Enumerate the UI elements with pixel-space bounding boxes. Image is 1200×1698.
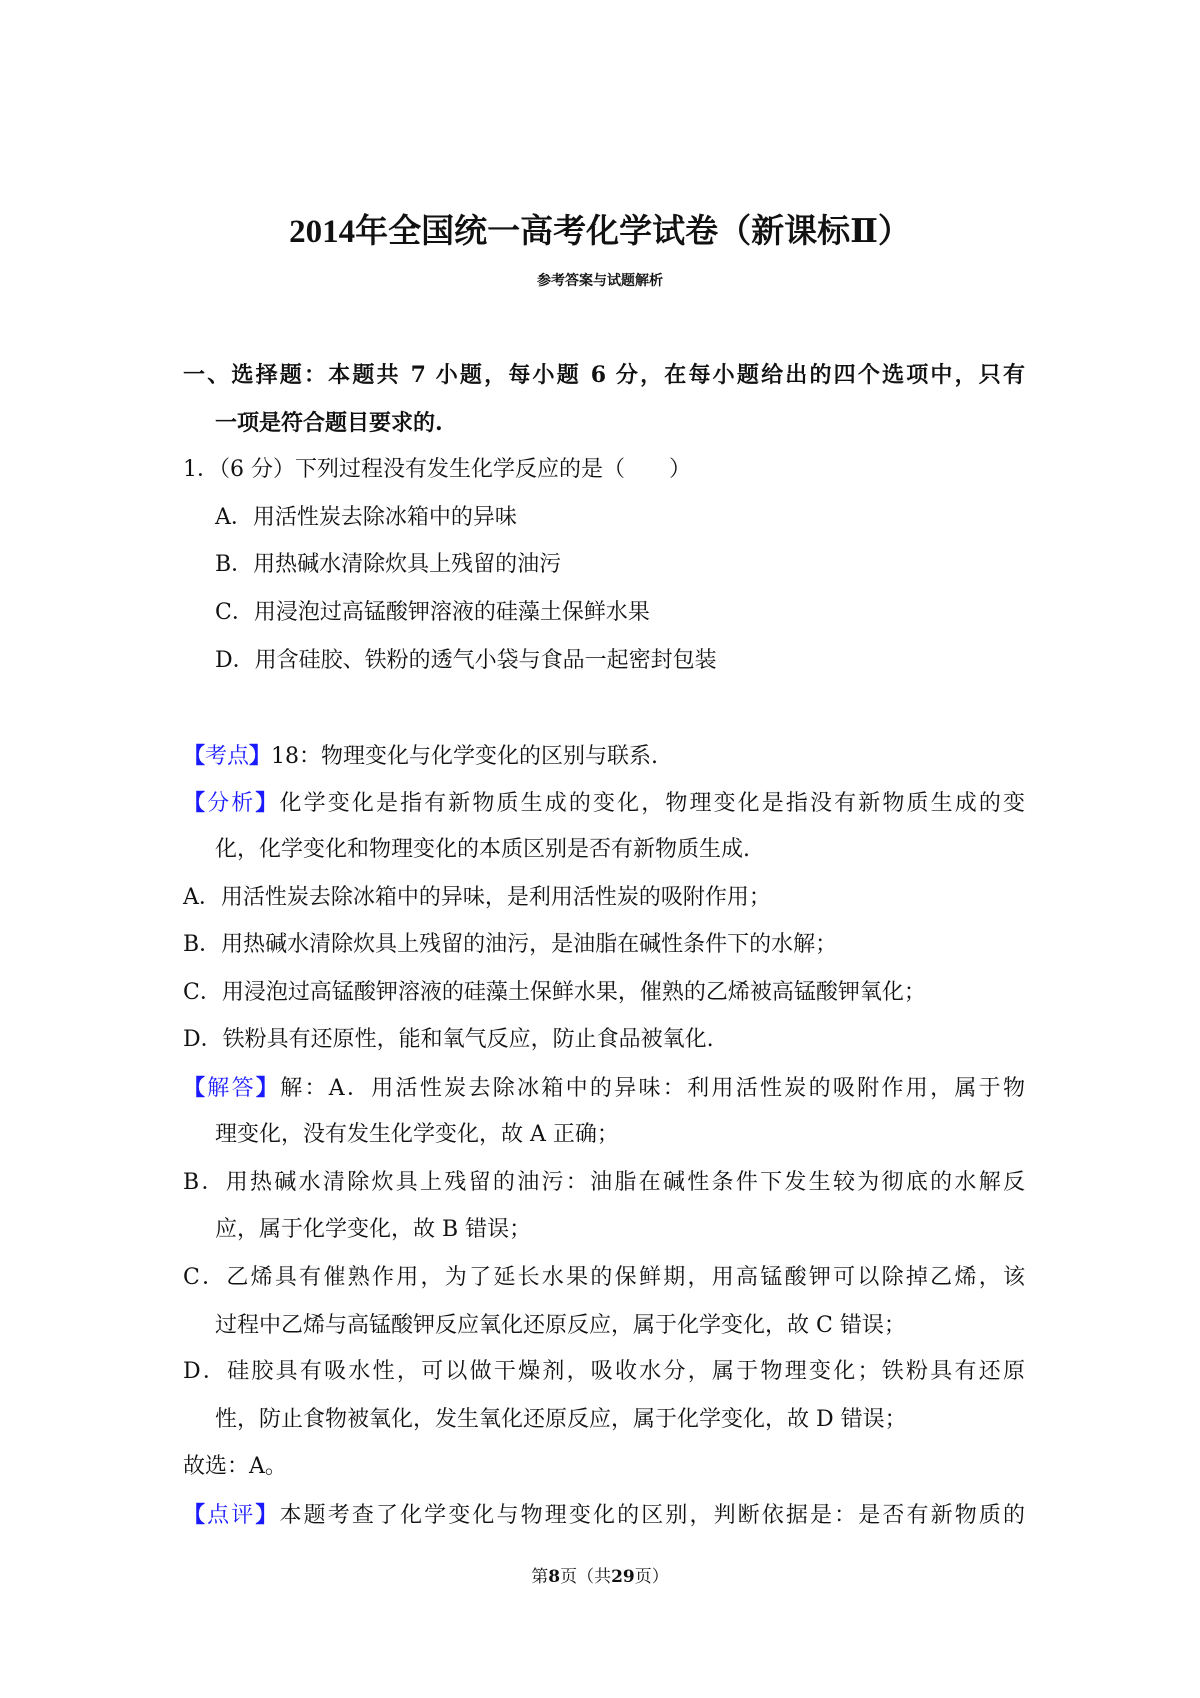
jieda-line-5: C．乙烯具有催熟作用，为了延长水果的保鲜期，用高锰酸钾可以除掉乙烯，该 xyxy=(183,1265,1025,1290)
fenxi-text: 化学变化是指有新物质生成的变化，物理变化是指没有新物质生成的变 xyxy=(279,791,1025,816)
jieda-answer: 故选：A。 xyxy=(183,1454,287,1479)
option-d: D．用含硅胶、铁粉的透气小袋与食品一起密封包装 xyxy=(215,648,717,673)
dianping-tag: 点评 xyxy=(207,1503,256,1528)
jieda-line-2: 理变化，没有发生化学变化，故 A 正确； xyxy=(215,1122,619,1147)
option-c: C．用浸泡过高锰酸钾溶液的硅藻土保鲜水果 xyxy=(215,600,650,625)
page-number: 8 xyxy=(548,1567,561,1587)
option-a: A．用活性炭去除冰箱中的异味 xyxy=(215,505,517,530)
dianping-line: 【点评】本题考查了化学变化与物理变化的区别，判断依据是：是否有新物质的 xyxy=(183,1502,1025,1528)
jieda-line-7: D．硅胶具有吸水性，可以做干燥剂，吸收水分，属于物理变化；铁粉具有还原 xyxy=(183,1359,1025,1384)
jieda-line: 【解答】解：A．用活性炭去除冰箱中的异味：利用活性炭的吸附作用，属于物 xyxy=(183,1075,1025,1101)
jieda-tag: 解答 xyxy=(207,1076,256,1101)
jieda-line-3: B．用热碱水清除炊具上残留的油污：油脂在碱性条件下发生较为彻底的水解反 xyxy=(183,1170,1025,1195)
kaodian-tag: 考点 xyxy=(205,744,250,769)
page-total: 29 xyxy=(611,1567,635,1587)
section-heading: 一、选择题：本题共 7 小题，每小题 6 分，在每小题给出的四个选项中，只有 xyxy=(183,362,1025,388)
document-subtitle: 参考答案与试题解析 xyxy=(537,273,663,289)
kaodian-text: 18：物理变化与化学变化的区别与联系. xyxy=(271,744,659,769)
fenxi-line: 【分析】化学变化是指有新物质生成的变化，物理变化是指没有新物质生成的变 xyxy=(183,790,1025,816)
dianping-text: 本题考查了化学变化与物理变化的区别，判断依据是：是否有新物质的 xyxy=(279,1503,1025,1528)
section-heading-cont: 一项是符合题目要求的. xyxy=(215,410,443,436)
jieda-text: 解：A．用活性炭去除冰箱中的异味：利用活性炭的吸附作用，属于物 xyxy=(280,1076,1025,1101)
fenxi-item-d: D．铁粉具有还原性，能和氧气反应，防止食品被氧化. xyxy=(183,1027,714,1052)
jieda-line-4: 应，属于化学变化，故 B 错误； xyxy=(215,1217,532,1242)
fenxi-item-b: B．用热碱水清除炊具上残留的油污，是油脂在碱性条件下的水解； xyxy=(183,932,838,957)
option-b: B．用热碱水清除炊具上残留的油污 xyxy=(215,552,562,577)
kaodian-line: 【考点】18：物理变化与化学变化的区别与联系. xyxy=(183,743,659,769)
fenxi-item-a: A．用活性炭去除冰箱中的异味，是利用活性炭的吸附作用； xyxy=(183,885,771,910)
document-title: 2014年全国统一高考化学试卷（新课标Ⅱ） xyxy=(289,214,911,250)
question-stem: 1．（6 分）下列过程没有发生化学反应的是（ ） xyxy=(183,457,691,482)
page-footer: 第8页（共29页） xyxy=(531,1567,669,1587)
fenxi-tag: 分析 xyxy=(207,791,256,816)
fenxi-cont: 化，化学变化和物理变化的本质区别是否有新物质生成. xyxy=(215,837,750,862)
fenxi-item-c: C．用浸泡过高锰酸钾溶液的硅藻土保鲜水果，催熟的乙烯被高锰酸钾氧化； xyxy=(183,980,926,1005)
jieda-line-8: 性，防止食物被氧化，发生氧化还原反应，属于化学变化，故 D 错误； xyxy=(215,1407,907,1432)
jieda-line-6: 过程中乙烯与高锰酸钾反应氧化还原反应，属于化学变化，故 C 错误； xyxy=(215,1313,906,1338)
